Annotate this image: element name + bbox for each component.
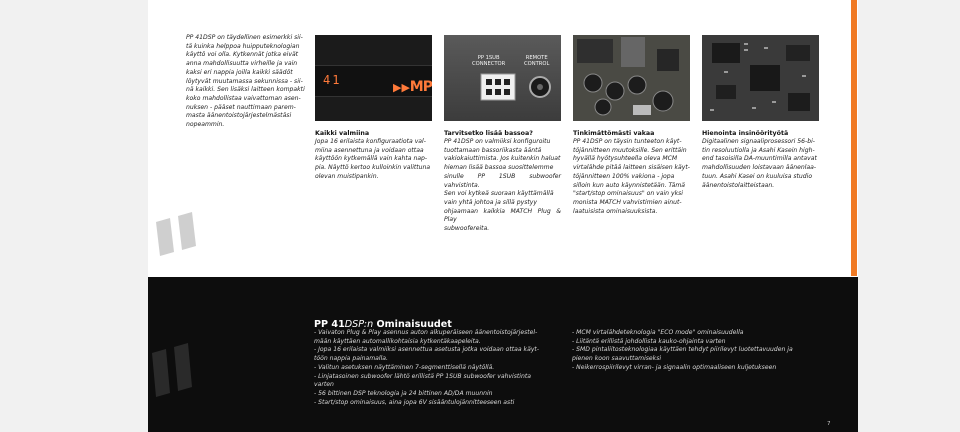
feature-item: - MCM virtalähdeteknologia "ECO mode" ominaisuudella xyxy=(572,329,744,336)
play-arrows-icon: ▶▶ xyxy=(393,81,410,94)
feature-item: - Liitäntä erillistä johdollista kauko-ohjainta varten xyxy=(572,337,726,345)
feature-item: - 56 bittinen DSP teknologia ja 24 bittinen AD/DA muunnin xyxy=(314,389,493,397)
feature-column-stable xyxy=(573,35,690,216)
page-number: 7 xyxy=(827,421,831,427)
feature-item: - Start/stop ominaisuus, aina jopa 6V sisääntulojännitteeseen asti xyxy=(314,398,515,406)
connector-socket-icon xyxy=(480,73,516,101)
caption-body: PP 41DSP on täysin tunteeton käyt- töjännitteen muutoksille. Sen erittäin hyvällä hyötysuhteella oleva MCM virtalähde pitää laitteen sisäisen käyt- töjännitteen 100% vakiona - jopa silloin kun auto käynnistetään. Tämä "start/stop ominaisuus" on vain yksi monista MATCH vahvistimien ainut- laatuisista ominaisuuksista. xyxy=(573,138,690,215)
features-list-left xyxy=(314,329,554,407)
title-rest: Ominaisuudet xyxy=(376,319,452,330)
features-list-right xyxy=(572,329,842,373)
title-model: PP 41 xyxy=(314,319,345,330)
lcd-display-image xyxy=(315,35,432,121)
feature-column-more-bass xyxy=(444,35,561,234)
remote-label: REMOTE CONTROL xyxy=(524,55,550,67)
intro-paragraph: PP 41DSP on täydellinen esimerkki sii- tä kuinka helppoa huipputeknologian käyttö voi olla. Kytkennät jotka eivät anna mahdollisuutta virheille ja vain kaksi eri nappia joilla kaikki säädöt löytyvät muutamassa sekunnissa - sii- nä kaikki. Sen lisäksi laitteen kompakti koko mahdollistaa vaivattoman asen- nuksen - pääset nauttimaan parem- masta äänentoistojärjestelmästäsi nopeammin. xyxy=(186,34,305,129)
feature-column-all-ready xyxy=(315,35,432,182)
caption-body: Jopa 16 erilaista konfiguraatiota val- miina asennettuna ja voidaan ottaa käyttöön kytkemällä vain kahta nap- pia. Näyttö kertoo kulloinkin valittuna olevan muistipankin. xyxy=(315,138,431,180)
quote-mark-dark-icon xyxy=(150,337,196,407)
title-suffix: DSP:n xyxy=(344,319,374,330)
feature-item: - Vaivaton Plug & Play asennus auton alkuperäiseen äänentoistojärjestel- mään käyttäen automallikohtaisia kytkentäkaapeleita. xyxy=(314,329,538,345)
feature-item: - Valitun asetuksen näyttäminen 7-segmenttisellä näytöllä. xyxy=(314,363,495,371)
feature-item: - SMD pintaliitosteknologiaa käyttäen tehdyt piirilevyt luotettavuuden ja pienen koon saavuttamiseksi xyxy=(572,346,793,363)
caption-body: Digitaalinen signaaliprosessori 56-bi- tin resoluutiolla ja Asahi Kasein high- end tasoisilla DA-muuntimilla antavat mahdollisuuden loistavaan äänenlaa- tuun. Asahi Kasei on kuuluisa studio äänentoistolaitteistaan. xyxy=(702,138,817,189)
features-panel xyxy=(148,277,858,432)
connector-label: PP 1SUB CONNECTOR xyxy=(472,55,506,67)
feature-column-engineering xyxy=(702,35,819,190)
circuit-board-image xyxy=(702,35,819,121)
feature-item: - Neikerrospiirilevyt virran- ja signaalin optimaaliseen kuljetukseen xyxy=(572,363,777,371)
circuit-capacitors-image xyxy=(573,35,690,121)
caption-title: Hienointa insinöörityötä xyxy=(702,130,789,137)
lcd-readout: 41 xyxy=(323,73,342,87)
caption-title: Kaikki valmiina xyxy=(315,130,370,137)
connector-image xyxy=(444,35,561,121)
caption-title: Tinkimättömästi vakaa xyxy=(573,130,655,137)
capacitor-board-icon xyxy=(573,35,690,121)
remote-jack-icon xyxy=(528,75,552,99)
accent-bar xyxy=(851,0,857,276)
caption-title: Tarvitsetko lisää bassoa? xyxy=(444,130,533,137)
caption-body: PP 41DSP on valmiiksi konfiguroitu tuottamaan bassoriikasta ääntä vakiokaiuttimista. Jos kuitenkin haluat hieman lisää bassoa suosittelemme sinulle PP 1SUB subwoofer vahvistinta. Sen voi kytkeä suoraan käyttämällä vain yhtä johtoa ja sillä pystyy ohjaamaan kaikkia MATCH Plug & Play subwoofereita. xyxy=(444,138,561,233)
quote-mark-icon xyxy=(154,212,200,256)
feature-item: - Linjatasoinen subwoofer lähtö erillistä PP 1SUB subwoofer vahvistinta varten xyxy=(314,372,531,389)
brand-logo-fragment: MP xyxy=(409,79,432,95)
pcb-components-icon xyxy=(702,35,819,121)
feature-item: - Jopa 16 erilaista valmiiksi asennettua asetusta jotka voidaan ottaa käyt- töön nappia painamalla. xyxy=(314,346,540,363)
